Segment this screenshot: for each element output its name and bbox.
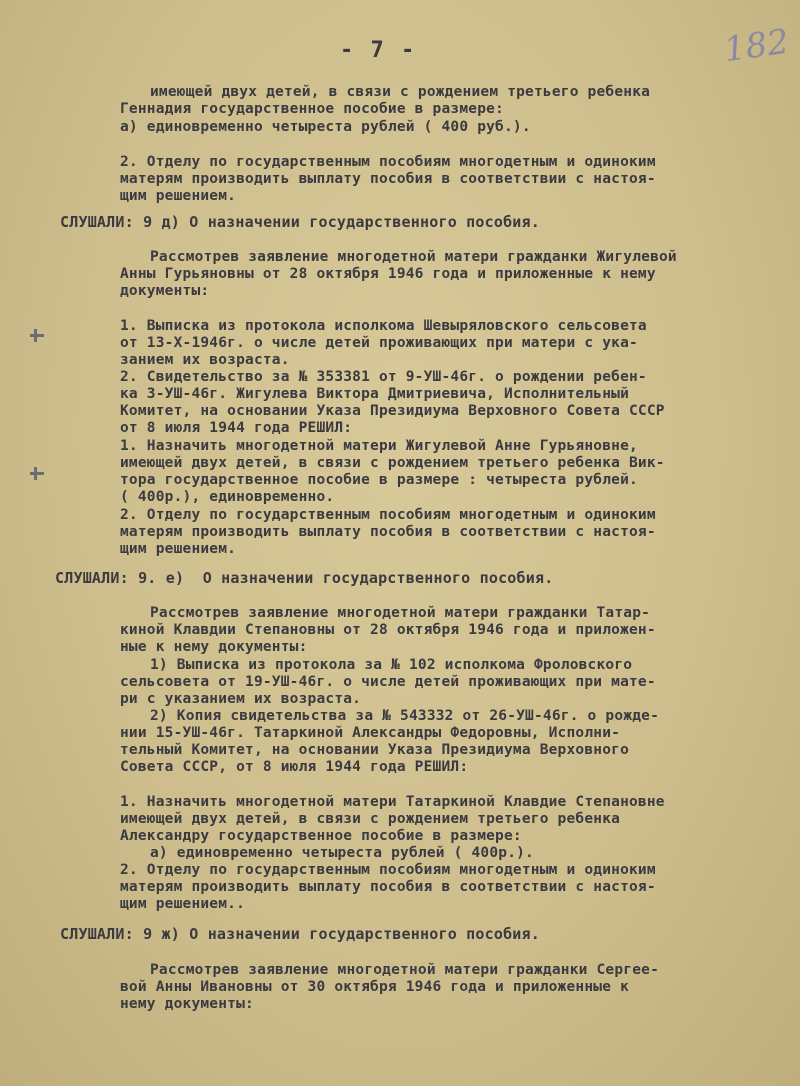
text-line: 2. Отделу по государственным пособиям многодетным и одиноким [120,862,656,878]
text-line: 2. Отделу по государственным пособиям многодетным и одиноким [120,154,656,170]
text-line: занием их возраста. [120,352,290,368]
section-heading: СЛУШАЛИ: 9 ж) О назначении государственного пособия. [60,925,540,943]
text-line: щим решением. [120,188,237,204]
text-line: матерям производить выплату пособия в соответствии с настоя- [120,524,656,540]
section-heading: СЛУШАЛИ: 9. е) О назначении государственного пособия. [55,569,554,587]
punch-mark-icon [30,334,44,337]
text-line: нии 15-УШ-46г. Татаркиной Александры Федоровны, Исполни- [120,725,621,741]
text-line: от 13-Х-1946г. о числе детей проживающих при матери с ука- [120,335,638,351]
punch-mark-icon [30,472,44,475]
text-line: тора государственное пособие в размере : четыреста рублей. [120,472,638,488]
text-line: имеющей двух детей, в связи с рождением третьего ребенка Вик- [120,455,665,471]
text-line: сельсовета от 19-УШ-46г. о числе детей проживающих при мате- [120,674,656,690]
text-line: ка 3-УШ-46г. Жигулева Виктора Дмитриевича, Исполнительный [120,386,629,402]
text-line: 2. Свидетельство за № 353381 от 9-УШ-46г. о рождении ребен- [120,369,647,385]
text-line: Александру государственное пособие в размере: [120,828,522,844]
text-line: матерям производить выплату пособия в соответствии с настоя- [120,879,656,895]
text-line: щим решением. [120,541,237,557]
text-line: матерям производить выплату пособия в соответствии с настоя- [120,171,656,187]
text-line: Рассмотрев заявление многодетной матери гражданки Татар- [150,605,651,621]
text-line: ( 400р.), единовременно. [120,489,335,505]
text-line: вой Анны Ивановны от 30 октября 1946 года и приложенные к [120,979,629,995]
text-line: от 8 июля 1944 года РЕШИЛ: [120,420,353,436]
text-line: документы: [120,283,210,299]
section-heading: СЛУШАЛИ: 9 д) О назначении государственного пособия. [60,213,540,231]
text-line: Комитет, на основании Указа Президиума Верховного Совета СССР [120,403,665,419]
text-line: 1. Выписка из протокола исполкома Шевыряловского сельсовета [120,318,647,334]
text-line: Совета СССР, от 8 июля 1944 года РЕШИЛ: [120,759,469,775]
text-line: 1. Назначить многодетной матери Татаркиной Клавдие Степановне [120,794,665,810]
text-line: нему документы: [120,996,254,1012]
text-line: 1) Выписка из протокола за № 102 исполкома Фроловского [150,657,633,673]
text-line: Рассмотрев заявление многодетной матери гражданки Жигулевой [150,249,677,265]
text-line: 2) Копия свидетельства за № 543332 от 26-УШ-46г. о рожде- [150,708,659,724]
text-line: имеющей двух детей, в связи с рождением третьего ребенка [150,84,651,100]
text-line: тельный Комитет, на основании Указа Президиума Верховного [120,742,629,758]
text-line: 2. Отделу по государственным пособиям многодетным и одиноким [120,507,656,523]
text-line: киной Клавдии Степановны от 28 октября 1946 года и приложен- [120,622,656,638]
text-line: щим решением.. [120,896,246,912]
text-line: ные к нему документы: [120,639,308,655]
text-line: Геннадия государственное пособие в размере: [120,101,504,117]
text-line: Анны Гурьяновны от 28 октября 1946 года и приложенные к нему [120,266,656,282]
text-line: Рассмотрев заявление многодетной матери гражданки Сергее- [150,962,659,978]
text-line: имеющей двух детей, в связи с рождением третьего ребенка [120,811,621,827]
text-line: а) единовременно четыреста рублей ( 400 руб.). [120,119,531,135]
text-line: ри с указанием их возраста. [120,691,362,707]
text-line: а) единовременно четыреста рублей ( 400р.). [150,845,534,861]
page-number: - 7 - [340,38,417,63]
archive-folio-mark: 182 [721,21,792,71]
text-line: 1. Назначить многодетной матери Жигулевой Анне Гурьяновне, [120,438,638,454]
